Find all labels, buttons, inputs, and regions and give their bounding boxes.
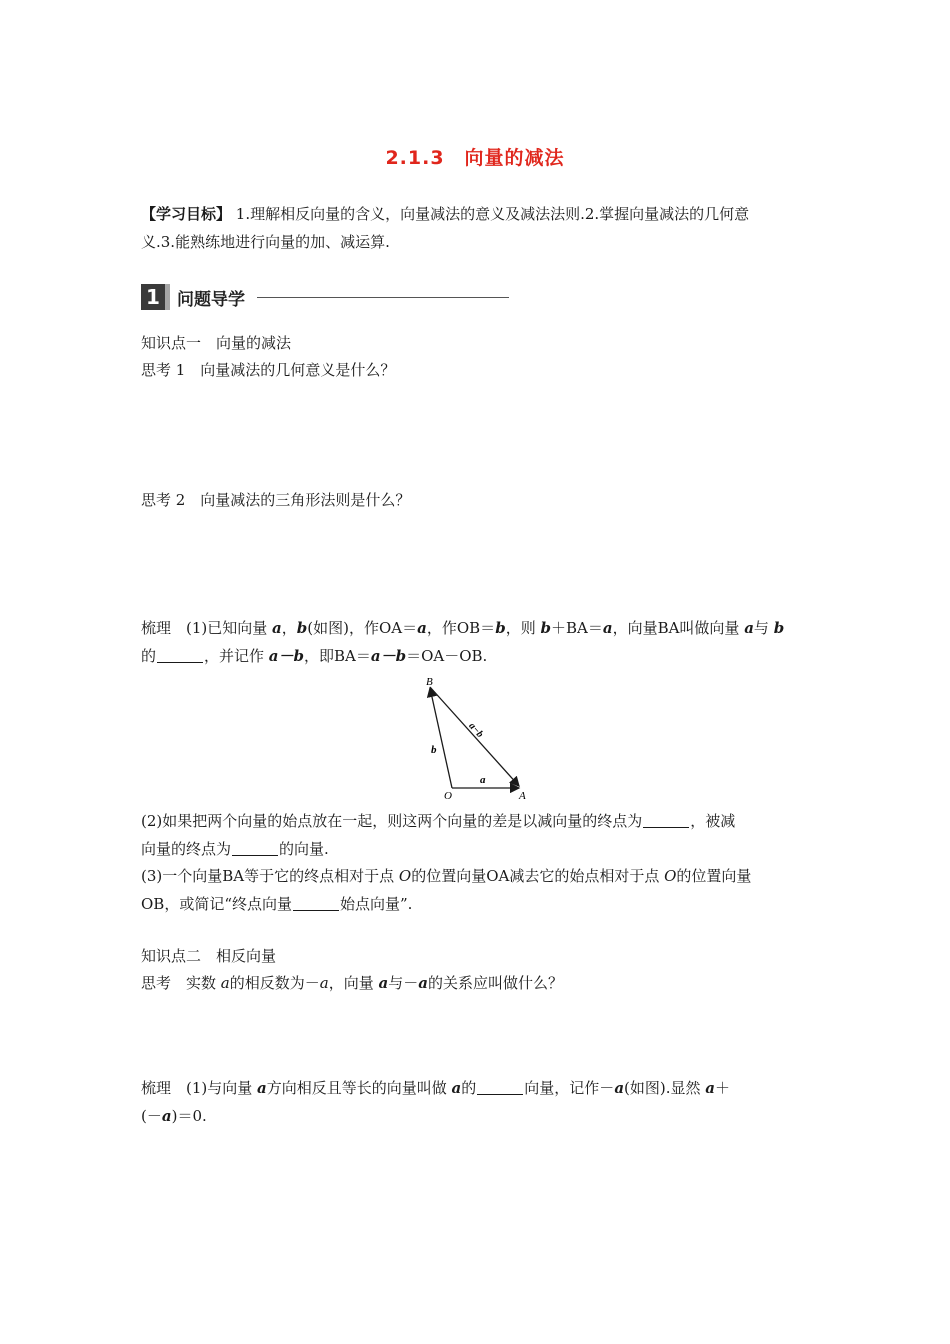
- fill-blank: [157, 648, 203, 663]
- text-run: 的位置向量: [676, 867, 752, 885]
- learning-objectives: [141, 204, 749, 224]
- fill-blank: [643, 813, 689, 828]
- text-run: ＋BA＝: [550, 619, 603, 637]
- fill-blank: [477, 1080, 523, 1095]
- section-header: [141, 284, 509, 310]
- objectives-line-1: 1.理解相反向量的含义，向量减法的意义及减法法则.2.掌握向量减法的几何意: [231, 205, 750, 223]
- kp1-heading: 知识点一 向量的减法: [141, 334, 292, 352]
- text-run: (如图).显然: [624, 1079, 706, 1097]
- kp1-p3-line-1: [141, 866, 751, 886]
- vector-b: b: [495, 619, 506, 637]
- label-a-minus-b: a−b: [466, 720, 486, 740]
- text-run: ＝OA－OB.: [406, 647, 488, 665]
- scalar-a: a: [319, 974, 329, 992]
- text-run: (－: [141, 1107, 162, 1125]
- kp2-heading: 知识点二 相反向量: [141, 947, 277, 965]
- vector-a: a: [418, 974, 428, 992]
- fill-blank: [232, 841, 278, 856]
- vector-a: a: [602, 619, 613, 637]
- text-run: ，则: [505, 619, 541, 637]
- text-run: ，: [281, 619, 297, 637]
- text-run: 向量的终点为: [141, 840, 232, 858]
- point-O: O: [664, 867, 677, 885]
- text-run: ，即BA＝: [304, 647, 371, 665]
- kp2-sort-line-1: [141, 1078, 730, 1098]
- text-run: (2)如果把两个向量的始点放在一起，则这两个向量的差是以减向量的终点为: [141, 812, 643, 830]
- text-run: (3)一个向量BA等于它的终点相对于点: [141, 867, 399, 885]
- section-divider: [257, 297, 509, 298]
- text-run: )＝0.: [171, 1107, 207, 1125]
- text-run: 梳理 (1)与向量: [141, 1079, 258, 1097]
- label-A: A: [519, 790, 526, 802]
- text-run: 思考 实数: [141, 974, 221, 992]
- scalar-a: a: [220, 974, 230, 992]
- vector-b: b: [773, 619, 785, 637]
- kp1-think-1: 思考 1 向量减法的几何意义是什么？: [141, 361, 396, 379]
- vector-b: b: [540, 619, 551, 637]
- vector-a: a: [705, 1079, 716, 1097]
- kp1-think-2: 思考 2 向量减法的三角形法则是什么？: [141, 491, 411, 509]
- label-O: O: [444, 790, 452, 802]
- text-run: 方向相反且等长的向量叫做: [266, 1079, 452, 1097]
- text-run: 的相反数为－: [229, 974, 320, 992]
- text-run: ，作OB＝: [426, 619, 496, 637]
- vector-subtraction-diagram: [418, 670, 538, 802]
- point-O: O: [398, 867, 412, 885]
- vector-a: a: [614, 1079, 625, 1097]
- text-run: ，并记作: [204, 647, 269, 665]
- vector-a-minus-b: a－b: [268, 647, 305, 665]
- label-a: a: [480, 774, 486, 786]
- kp1-sort-line-1: [141, 618, 784, 638]
- text-run: ，被减: [690, 812, 736, 830]
- vector-a: a: [161, 1107, 172, 1125]
- text-run: 梳理 (1)已知向量: [141, 619, 273, 637]
- vector-a-minus-b: a－b: [370, 647, 407, 665]
- text-run: 与－: [388, 974, 419, 992]
- label-B: B: [426, 676, 433, 688]
- text-run: (如图)，作OA＝: [307, 619, 418, 637]
- text-run: OB，或简记“终点向量: [141, 895, 292, 913]
- text-run: 的: [141, 647, 157, 665]
- text-run: 始点向量”.: [340, 895, 413, 913]
- fill-blank: [293, 896, 339, 911]
- kp1-p3-line-2: [141, 894, 412, 914]
- vector-b-arrow: [430, 688, 452, 788]
- section-label: 问题导学: [177, 289, 245, 310]
- vector-a: a: [257, 1079, 267, 1097]
- vector-a: a: [272, 619, 282, 637]
- vector-b: b: [296, 619, 308, 637]
- vector-a: a: [451, 1079, 462, 1097]
- text-run: 的位置向量OA减去它的始点相对于点: [411, 867, 665, 885]
- objectives-label: 【学习目标】: [141, 205, 232, 223]
- vector-a: a: [417, 619, 427, 637]
- page-title: 2.1.3 向量的减法: [385, 147, 565, 169]
- vector-a: a: [744, 619, 754, 637]
- text-run: ，向量BA叫做向量: [612, 619, 745, 637]
- kp1-p2-line-1: [141, 811, 735, 831]
- kp1-sort-line-2: [141, 646, 487, 666]
- text-run: ，向量: [328, 974, 379, 992]
- kp2-think: [141, 973, 563, 993]
- text-run: 的: [461, 1079, 477, 1097]
- label-b: b: [431, 744, 437, 756]
- kp1-p2-line-2: [141, 839, 329, 859]
- text-run: 的向量.: [279, 840, 329, 858]
- vector-a: a: [378, 974, 389, 992]
- text-run: 与: [753, 619, 774, 637]
- text-run: ＋: [715, 1079, 731, 1097]
- section-number-badge: 1: [141, 284, 165, 310]
- text-run: 向量，记作－: [524, 1079, 615, 1097]
- objectives-line-2: 义.3.能熟练地进行向量的加、减运算.: [141, 233, 390, 251]
- text-run: 的关系应叫做什么？: [427, 974, 563, 992]
- kp2-sort-line-2: [141, 1106, 207, 1126]
